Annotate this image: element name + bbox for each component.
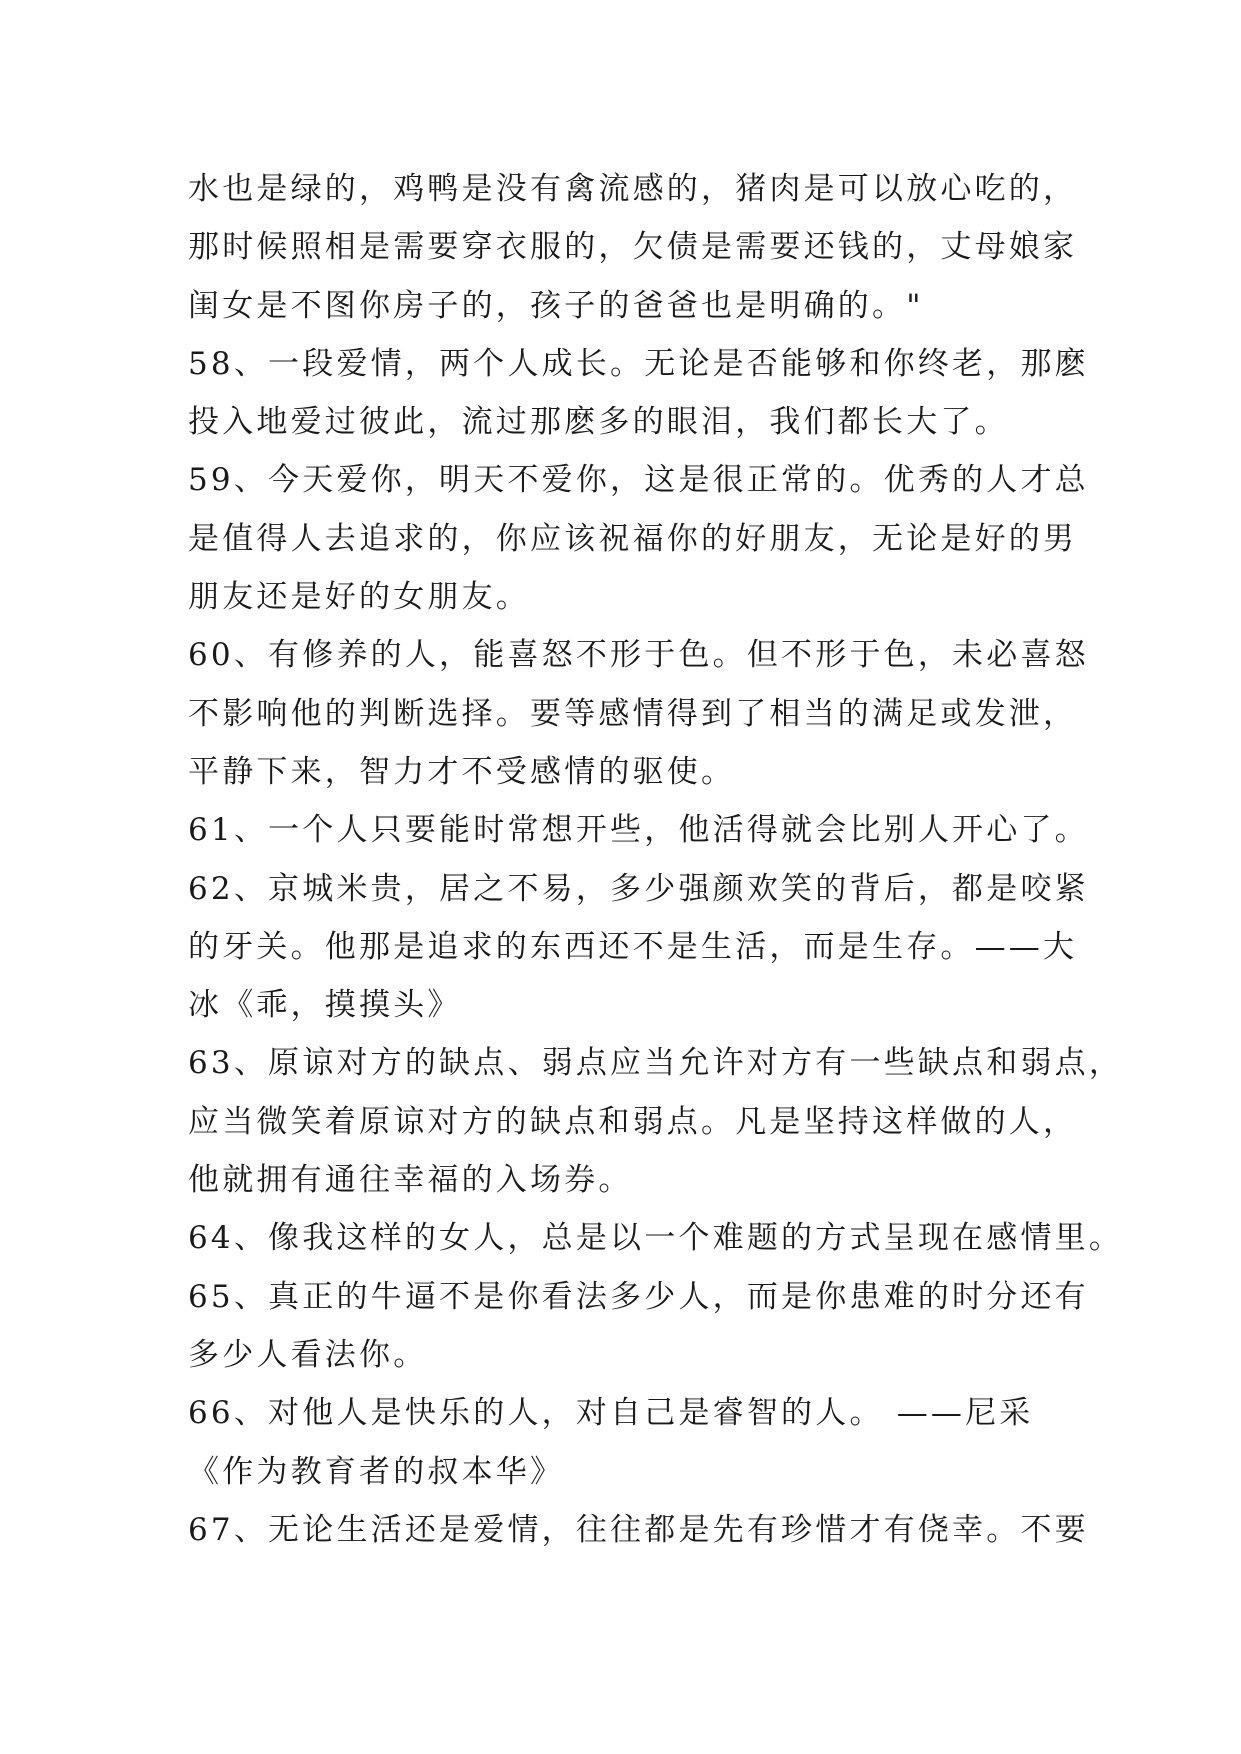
text-line: 62、京城米贵，居之不易，多少强颜欢笑的背后，都是咬紧 — [188, 870, 1089, 907]
text-line: 是值得人去追求的，你应该祝福你的好朋友，无论是好的男 — [188, 520, 1078, 557]
text-line: 闺女是不图你房子的，孩子的爸爸也是明确的。" — [188, 287, 924, 324]
text-line: 65、真正的牛逼不是你看法多少人，而是你患难的时分还有 — [188, 1278, 1089, 1315]
text-line: 朋友还是好的女朋友。 — [188, 579, 530, 616]
text-line: 64、像我这样的女人，总是以一个难题的方式呈现在感情里。 — [188, 1220, 1124, 1257]
text-line: 61、一个人只要能时常想开些，他活得就会比别人开心了。 — [188, 812, 1089, 849]
text-line: 冰《乖，摸摸头》 — [188, 987, 462, 1024]
text-line: 66、对他人是快乐的人，对自己是睿智的人。 ——尼采 — [188, 1395, 1034, 1432]
text-line: 他就拥有通往幸福的入场券。 — [188, 1162, 633, 1199]
body-text — [188, 160, 1124, 1559]
text-line: 的牙关。他那是追求的东西还不是生活，而是生存。——大 — [188, 928, 1078, 965]
text-line: 《作为教育者的叔本华》 — [188, 1453, 565, 1490]
text-line: 67、无论生活还是爱情，往往都是先有珍惜才有侥幸。不要 — [188, 1511, 1089, 1548]
text-line: 多少人看法你。 — [188, 1336, 428, 1373]
text-line: 63、原谅对方的缺点、弱点应当允许对方有一些缺点和弱点， — [188, 1045, 1124, 1082]
text-line: 58、一段爱情，两个人成长。无论是否能够和你终老，那麽 — [188, 345, 1089, 382]
text-line: 应当微笑着原谅对方的缺点和弱点。凡是坚持这样做的人， — [188, 1103, 1078, 1140]
text-line: 那时候照相是需要穿衣服的，欠债是需要还钱的，丈母娘家 — [188, 229, 1078, 266]
text-line: 平静下来，智力才不受感情的驱使。 — [188, 753, 736, 790]
text-line: 水也是绿的，鸡鸭是没有禽流感的，猪肉是可以放心吃的， — [188, 171, 1078, 207]
text-line: 不影响他的判断选择。要等感情得到了相当的满足或发泄， — [188, 695, 1078, 732]
text-line: 59、今天爱你，明天不爱你，这是很正常的。优秀的人才总 — [188, 462, 1089, 499]
text-line: 60、有修养的人，能喜怒不形于色。但不形于色，未必喜怒 — [188, 637, 1089, 674]
text-line: 投入地爱过彼此，流过那麽多的眼泪，我们都长大了。 — [188, 404, 1009, 441]
